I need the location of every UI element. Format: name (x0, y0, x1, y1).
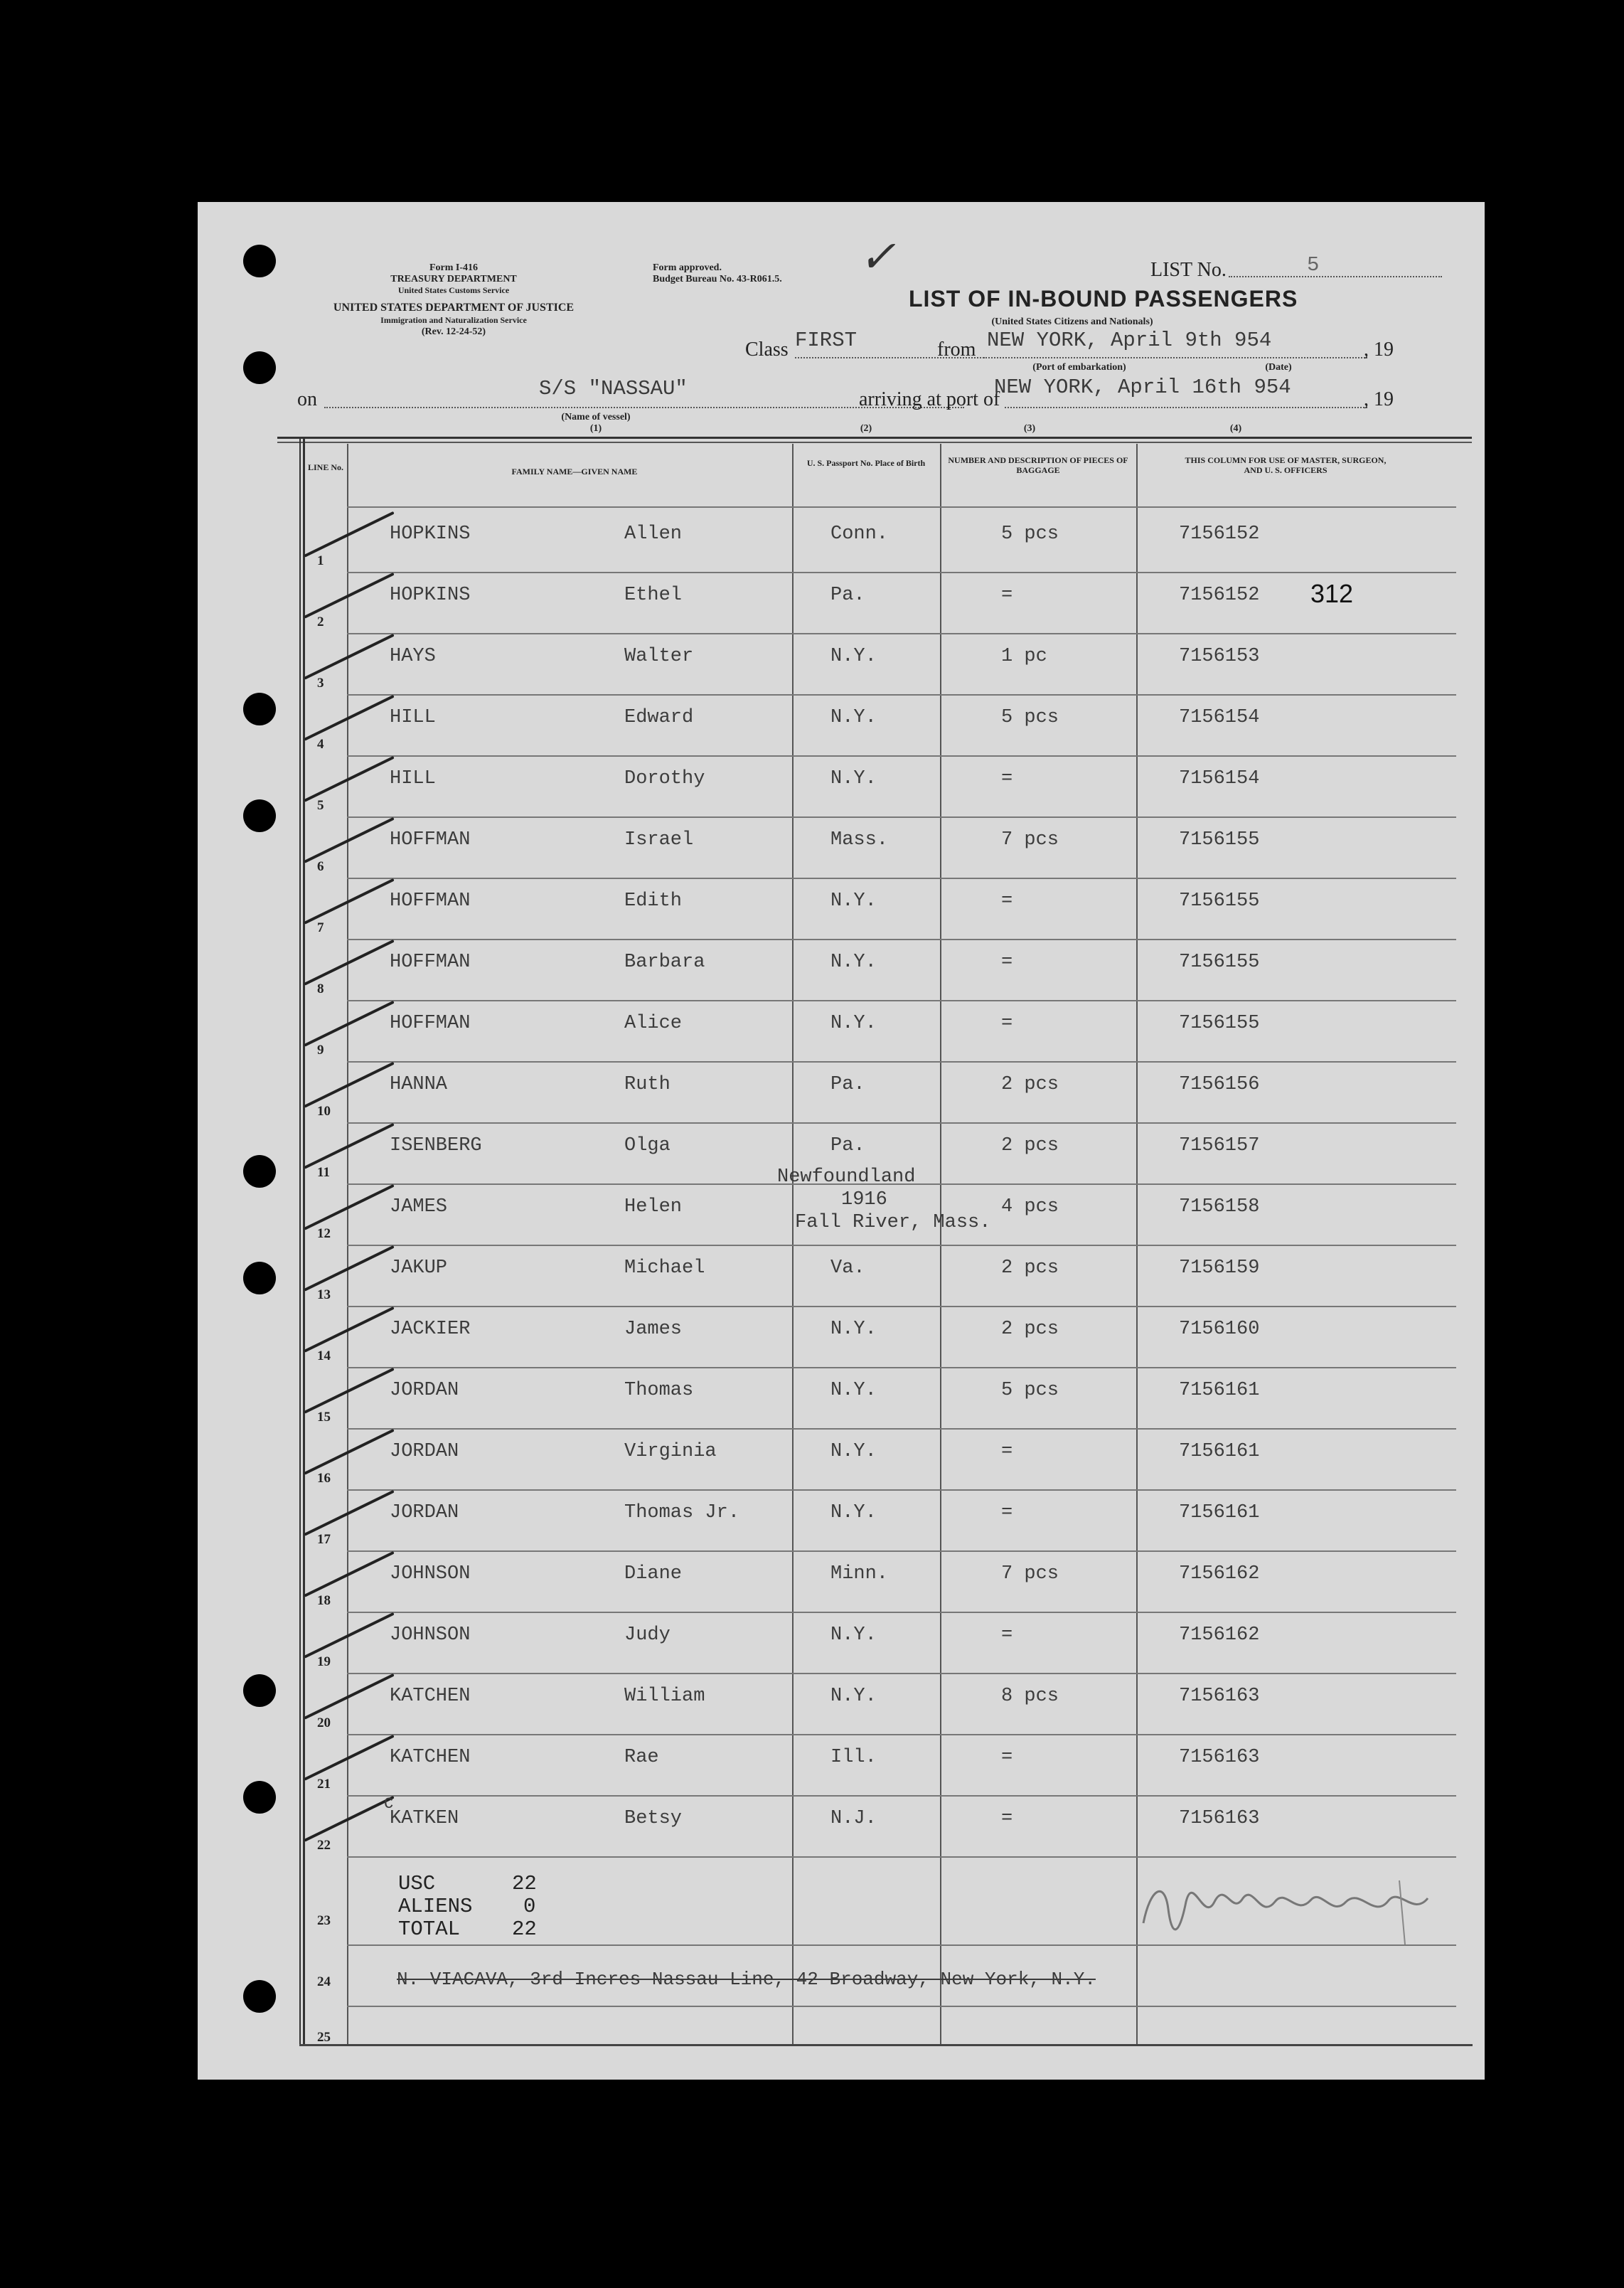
given-name: Olga (624, 1135, 671, 1156)
line-number: 13 (317, 1287, 331, 1302)
line-number: 5 (317, 798, 324, 813)
officer-number: 7156162 (1179, 1563, 1260, 1585)
line-number: 19 (317, 1654, 331, 1669)
check-tick (304, 1735, 395, 1781)
place-of-birth: N.Y. (830, 646, 877, 667)
check-tick (304, 695, 395, 741)
officer-number: 7156153 (1179, 646, 1260, 667)
usc-value: 22 (512, 1872, 537, 1895)
place-of-birth: Pa. (830, 1074, 865, 1095)
check-tick (304, 1612, 395, 1659)
baggage: 1 pc (1001, 646, 1047, 667)
check-tick (304, 817, 395, 863)
baggage: 8 pcs (1001, 1686, 1059, 1707)
officer-number: 7156155 (1179, 829, 1260, 851)
table-row (198, 757, 1485, 818)
list-no-label: LIST No. (1150, 259, 1227, 281)
given-name: Judy (624, 1624, 671, 1646)
line-number: 11 (317, 1165, 330, 1180)
class-label: Class (745, 339, 789, 361)
family-name: HAYS (390, 646, 436, 667)
baggage: 5 pcs (1001, 1380, 1059, 1401)
page-title: LIST OF IN-BOUND PASSENGERS (909, 286, 1298, 312)
place-of-birth: Ill. (830, 1747, 877, 1768)
table-row (198, 940, 1485, 1001)
caption-3: (3) (1023, 423, 1036, 434)
line-number: 9 (317, 1043, 324, 1058)
side-number: 312 (1310, 579, 1354, 608)
col-header-name: FAMILY NAME—GIVEN NAME (511, 467, 638, 477)
arriving-value: NEW YORK, April 16th 954 (994, 376, 1291, 399)
family-name: JORDAN (390, 1380, 459, 1401)
officer-number: 7156157 (1179, 1135, 1260, 1156)
agent-footer-line: N. VIACAVA, 3rd Incres Nassau Line, 42 Broadway, New York, N.Y. (397, 1969, 1096, 1990)
james-birth-place-1: Newfoundland (777, 1166, 916, 1188)
officer-number: 7156155 (1179, 1013, 1260, 1034)
table-row (198, 1735, 1485, 1797)
line-number: 12 (317, 1226, 331, 1241)
given-name: Thomas (624, 1380, 694, 1401)
line-number: 18 (317, 1593, 331, 1608)
caption-4: (4) (1229, 423, 1242, 434)
officer-number: 7156154 (1179, 768, 1260, 789)
table-row (198, 1430, 1485, 1491)
table-row (198, 1552, 1485, 1613)
given-name: Dorothy (624, 768, 705, 789)
place-of-birth: N.Y. (830, 768, 877, 789)
officer-number: 7156161 (1179, 1502, 1260, 1523)
check-tick (304, 1368, 395, 1414)
family-name: JORDAN (390, 1502, 459, 1523)
james-birth-place-2: Fall River, Mass. (795, 1212, 991, 1233)
table-row (198, 512, 1485, 573)
baggage: = (1001, 952, 1013, 973)
check-tick (304, 878, 395, 925)
date-caption: (Date) (1265, 362, 1292, 373)
baggage: 2 pcs (1001, 1319, 1059, 1340)
line-number: 21 (317, 1777, 331, 1792)
check-tick (304, 940, 395, 986)
line-number: 16 (317, 1471, 331, 1486)
family-name: HOFFMAN (390, 890, 471, 912)
line-number: 15 (317, 1410, 331, 1425)
place-of-birth: N.Y. (830, 1013, 877, 1034)
line-number: 7 (317, 920, 324, 935)
check-tick (304, 756, 395, 802)
table-row (198, 1613, 1485, 1674)
check-tick (304, 1674, 395, 1720)
officer-signature (1136, 1859, 1435, 1952)
check-tick (304, 1796, 395, 1842)
vessel-caption: (Name of vessel) (561, 412, 631, 422)
place-of-birth: Va. (830, 1257, 865, 1279)
baggage: 4 pcs (1001, 1196, 1059, 1218)
family-name: JORDAN (390, 1441, 459, 1462)
family-name: HILL (390, 707, 436, 728)
katken-correction: C (384, 1795, 394, 1813)
officer-number: 7156163 (1179, 1686, 1260, 1707)
family-name: KATCHEN (390, 1747, 471, 1768)
budget-bureau: Budget Bureau No. 43-R061.5. (653, 274, 782, 284)
place-of-birth: Pa. (830, 585, 865, 606)
place-of-birth: N.J. (830, 1808, 877, 1829)
line-number: 3 (317, 676, 324, 691)
aliens-value: 0 (523, 1895, 536, 1918)
baggage: 2 pcs (1001, 1135, 1059, 1156)
family-name: KATKEN (390, 1808, 459, 1829)
check-tick (304, 1551, 395, 1597)
place-of-birth: N.Y. (830, 1624, 877, 1646)
baggage: = (1001, 585, 1013, 606)
place-of-birth: N.Y. (830, 1319, 877, 1340)
table-row (198, 879, 1485, 940)
col-header-baggage: NUMBER AND DESCRIPTION OF PIECES OF BAGGAGE (948, 455, 1128, 475)
check-mark: ✓ (859, 230, 896, 282)
from-value: NEW YORK, April 9th 954 (987, 329, 1272, 352)
place-of-birth: Conn. (830, 523, 889, 545)
port-embark-caption: (Port of embarkation) (1032, 362, 1126, 373)
vessel-value: S/S "NASSAU" (539, 377, 688, 400)
family-name: JOHNSON (390, 1563, 471, 1585)
table-row (198, 1491, 1485, 1552)
baggage: = (1001, 890, 1013, 912)
on-label: on (297, 388, 317, 410)
check-tick (304, 1184, 395, 1230)
year-label-2: , 19 (1364, 388, 1394, 410)
family-name: HANNA (390, 1074, 448, 1095)
officer-number: 7156160 (1179, 1319, 1260, 1340)
year-label: , 19 (1364, 339, 1394, 361)
baggage: = (1001, 1441, 1013, 1462)
line-number: 2 (317, 614, 324, 629)
given-name: Michael (624, 1257, 705, 1279)
officer-number: 7156162 (1179, 1624, 1260, 1646)
baggage: = (1001, 1747, 1013, 1768)
given-name: Betsy (624, 1808, 683, 1829)
total-value: 22 (512, 1917, 537, 1941)
check-tick (304, 1307, 395, 1353)
given-name: Edith (624, 890, 683, 912)
officer-number: 7156156 (1179, 1074, 1260, 1095)
baggage: = (1001, 1502, 1013, 1523)
officer-number: 7156155 (1179, 890, 1260, 912)
check-tick (304, 1429, 395, 1475)
family-name: HOPKINS (390, 523, 471, 545)
col-header-officers: THIS COLUMN FOR USE OF MASTER, SURGEON, AND U. S. OFFICERS (1185, 455, 1387, 475)
place-of-birth: N.Y. (830, 707, 877, 728)
given-name: Walter (624, 646, 694, 667)
place-of-birth: Mass. (830, 829, 889, 851)
revision-date: (Rev. 12-24-52) (421, 326, 486, 337)
family-name: HOFFMAN (390, 1013, 471, 1034)
officer-number: 7156155 (1179, 952, 1260, 973)
line-number: 20 (317, 1715, 331, 1730)
baggage: 2 pcs (1001, 1257, 1059, 1279)
arriving-label: arriving at port of (859, 388, 1000, 410)
family-name: JAKUP (390, 1257, 448, 1279)
given-name: Edward (624, 707, 694, 728)
table-row (198, 634, 1485, 696)
place-of-birth: Minn. (830, 1563, 889, 1585)
table-row (198, 1674, 1485, 1735)
family-name: HILL (390, 768, 436, 789)
table-row (198, 818, 1485, 879)
treasury-dept: TREASURY DEPARTMENT (390, 274, 517, 284)
given-name: Ruth (624, 1074, 671, 1095)
given-name: Ethel (624, 585, 683, 606)
line-number: 14 (317, 1348, 331, 1363)
family-name: ISENBERG (390, 1135, 482, 1156)
aliens-label: ALIENS (398, 1895, 473, 1918)
check-tick (304, 511, 395, 558)
ins-service: Immigration and Naturalization Service (380, 315, 527, 325)
officer-number: 7156163 (1179, 1808, 1260, 1829)
class-value: FIRST (795, 329, 858, 352)
col-header-passport: U. S. Passport No. Place of Birth (806, 458, 926, 468)
place-of-birth: Pa. (830, 1135, 865, 1156)
baggage: 7 pcs (1001, 829, 1059, 851)
total-label: TOTAL (398, 1917, 461, 1941)
given-name: Diane (624, 1563, 683, 1585)
row-rule-24 (347, 2006, 1456, 2007)
table-row (198, 1307, 1485, 1368)
place-of-birth: N.Y. (830, 890, 877, 912)
table-row (198, 1246, 1485, 1307)
line-number: 10 (317, 1104, 331, 1119)
form-approved: Form approved. (653, 262, 722, 273)
baggage: = (1001, 1624, 1013, 1646)
line-number-23: 23 (317, 1913, 331, 1928)
line-number: 1 (317, 553, 324, 568)
officer-number: 7156154 (1179, 707, 1260, 728)
given-name: Allen (624, 523, 683, 545)
table-row (198, 573, 1485, 634)
line-number-25: 25 (317, 2030, 331, 2045)
justice-dept: UNITED STATES DEPARTMENT OF JUSTICE (333, 302, 575, 314)
list-no-value: 5 (1307, 253, 1320, 277)
line-number: 6 (317, 859, 324, 874)
check-tick (304, 634, 395, 680)
given-name: Helen (624, 1196, 683, 1218)
place-of-birth: N.Y. (830, 1380, 877, 1401)
officer-number: 7156158 (1179, 1196, 1260, 1218)
line-number-24: 24 (317, 1974, 331, 1989)
given-name: Israel (624, 829, 694, 851)
officer-number: 7156161 (1179, 1380, 1260, 1401)
officer-number: 7156163 (1179, 1747, 1260, 1768)
table-row (198, 1368, 1485, 1430)
row-rule (347, 1856, 1456, 1858)
baggage: 5 pcs (1001, 707, 1059, 728)
usc-label: USC (398, 1872, 436, 1895)
family-name: HOPKINS (390, 585, 471, 606)
line-number: 22 (317, 1838, 331, 1853)
baggage: 2 pcs (1001, 1074, 1059, 1095)
table-row (198, 1063, 1485, 1124)
officer-number: 7156152 (1179, 585, 1260, 606)
line-number: 8 (317, 981, 324, 996)
line-number: 17 (317, 1532, 331, 1547)
from-label: from (937, 339, 976, 361)
caption-1: (1) (589, 423, 602, 434)
baggage: = (1001, 1808, 1013, 1829)
family-name: HOFFMAN (390, 829, 471, 851)
baggage: = (1001, 1013, 1013, 1034)
place-of-birth: N.Y. (830, 1686, 877, 1707)
family-name: JOHNSON (390, 1624, 471, 1646)
check-tick (304, 1001, 395, 1047)
family-name: KATCHEN (390, 1686, 471, 1707)
check-tick (304, 1245, 395, 1292)
form-number: Form I-416 (429, 262, 479, 273)
place-of-birth: N.Y. (830, 1441, 877, 1462)
check-tick (304, 1062, 395, 1108)
officer-number: 7156152 (1179, 523, 1260, 545)
family-name: JAMES (390, 1196, 448, 1218)
baggage: = (1001, 768, 1013, 789)
given-name: Virginia (624, 1441, 717, 1462)
baggage: 7 pcs (1001, 1563, 1059, 1585)
place-of-birth: N.Y. (830, 1502, 877, 1523)
family-name: JACKIER (390, 1319, 471, 1340)
customs-service: United States Customs Service (397, 285, 510, 295)
table-row (198, 1001, 1485, 1063)
james-birth-year: 1916 (841, 1189, 887, 1210)
given-name: Alice (624, 1013, 683, 1034)
manifest-page (198, 202, 1485, 2080)
given-name: William (624, 1686, 705, 1707)
officer-number: 7156159 (1179, 1257, 1260, 1279)
baggage: 5 pcs (1001, 523, 1059, 545)
given-name: Thomas Jr. (624, 1502, 740, 1523)
place-of-birth: N.Y. (830, 952, 877, 973)
check-tick (304, 1490, 395, 1536)
line-number: 4 (317, 737, 324, 752)
col-header-line: LINE No. (307, 462, 343, 472)
table-row (198, 696, 1485, 757)
officer-number: 7156161 (1179, 1441, 1260, 1462)
given-name: Barbara (624, 952, 705, 973)
caption-2: (2) (860, 423, 872, 434)
check-tick (304, 573, 395, 619)
binder-hole (243, 2083, 276, 2116)
check-tick (304, 1123, 395, 1169)
page-subtitle: (United States Citizens and Nationals) (991, 316, 1153, 327)
given-name: Rae (624, 1747, 659, 1768)
family-name: HOFFMAN (390, 952, 471, 973)
given-name: James (624, 1319, 683, 1340)
